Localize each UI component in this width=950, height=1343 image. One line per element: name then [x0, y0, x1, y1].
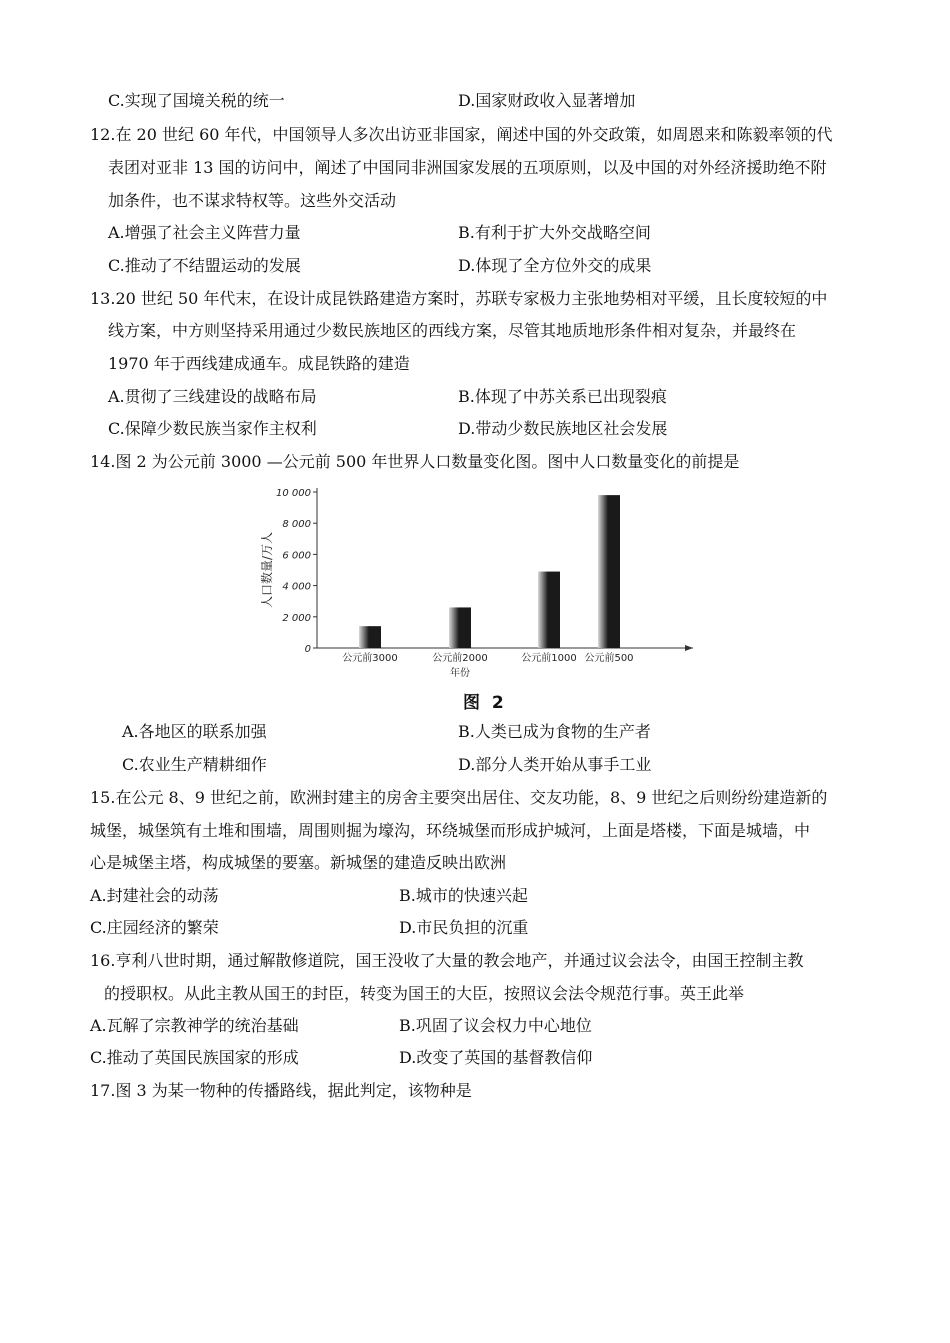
bar-3 — [538, 572, 560, 648]
q13-stem-line-1: 13.20 世纪 50 年代末，在设计成昆铁路建造方案时，苏联专家极力主张地势相对平缓，且长度较短的中 — [90, 289, 828, 308]
q11-option-c: C.实现了国境关税的统一 — [108, 91, 285, 110]
q15-option-a: A.封建社会的动荡 — [90, 886, 219, 905]
bar-2 — [449, 607, 471, 648]
q12-stem-line-3: 加条件，也不谋求特权等。这些外交活动 — [108, 191, 397, 210]
q13-stem-line-2: 线方案，中方则坚持采用通过少数民族地区的西线方案，尽管其地质地形条件相对复杂，并最终在 — [108, 321, 797, 340]
q12-option-d: D.体现了全方位外交的成果 — [458, 256, 652, 275]
x-axis-arrow-icon — [685, 645, 693, 651]
y-tick-label: 4 000 — [282, 581, 311, 593]
q16-stem-line-2: 的授职权。从此主教从国王的封臣，转变为国王的大臣，按照议会法令规范行事。英王此举 — [104, 984, 745, 1003]
q14-option-a: A.各地区的联系加强 — [122, 722, 267, 741]
q15-option-b: B.城市的快速兴起 — [399, 886, 528, 905]
y-tick-label: 2 000 — [282, 612, 311, 624]
x-tick-label: 公元前500 — [584, 653, 634, 664]
q16-option-a: A.瓦解了宗教神学的统治基础 — [90, 1016, 299, 1035]
x-tick-label: 公元前2000 — [432, 653, 488, 664]
q13-stem-line-3: 1970 年于西线建成通车。成昆铁路的建造 — [108, 354, 410, 373]
q14-option-c: C.农业生产精耕细作 — [122, 755, 267, 774]
population-bar-chart-svg — [255, 478, 695, 678]
q16-stem-line-1: 16.亨利八世时期，通过解散修道院，国王没收了大量的教会地产，并通过议会法令，由国王控制主教 — [90, 951, 804, 970]
y-tick-label: 8 000 — [282, 519, 311, 531]
bar-1 — [359, 626, 381, 648]
q15-option-c: C.庄园经济的繁荣 — [90, 918, 219, 937]
q15-stem-line-3: 心是城堡主塔，构成城堡的要塞。新城堡的建造反映出欧洲 — [90, 853, 507, 872]
q12-stem-line-2: 表团对亚非 13 国的访问中，阐述了中国同非洲国家发展的五项原则，以及中国的对外经济援助绝不附 — [108, 158, 827, 177]
q14-option-d: D.部分人类开始从事手工业 — [458, 755, 652, 774]
q12-option-b: B.有利于扩大外交战略空间 — [458, 223, 651, 242]
q13-option-a: A.贯彻了三线建设的战略布局 — [108, 387, 317, 406]
y-tick-label: 0 — [304, 644, 311, 655]
bar-4 — [598, 495, 620, 648]
q16-option-d: D.改变了英国的基督教信仰 — [399, 1048, 593, 1067]
population-bar-chart — [255, 478, 695, 710]
y-axis-label: 人口数量/万人 — [260, 531, 274, 609]
y-tick-label: 6 000 — [282, 550, 311, 562]
q13-option-b: B.体现了中苏关系已出现裂痕 — [458, 387, 667, 406]
q12-option-a: A.增强了社会主义阵营力量 — [108, 223, 301, 242]
x-axis-label: 年份 — [450, 668, 470, 678]
x-tick-label: 公元前3000 — [342, 653, 398, 664]
q13-option-c: C.保障少数民族当家作主权利 — [108, 419, 317, 438]
q15-stem-line-1: 15.在公元 8、9 世纪之前，欧洲封建主的房舍主要突出居住、交友功能，8、9 世纪之后则纷纷建造新的 — [90, 788, 828, 807]
q11-option-d: D.国家财政收入显著增加 — [458, 91, 636, 110]
q16-option-b: B.巩固了议会权力中心地位 — [399, 1016, 592, 1035]
figure-2-caption: 图 2 — [463, 693, 507, 713]
q13-option-d: D.带动少数民族地区社会发展 — [458, 419, 668, 438]
y-tick-label: 10 000 — [276, 488, 311, 499]
q15-stem-line-2: 城堡，城堡筑有土堆和围墙，周围则掘为壕沟，环绕城堡而形成护城河，上面是塔楼，下面是城墙，中 — [90, 821, 811, 840]
q15-option-d: D.市民负担的沉重 — [399, 918, 529, 937]
q17-stem-line-1: 17.图 3 为某一物种的传播路线，据此判定，该物种是 — [90, 1081, 472, 1100]
q16-option-c: C.推动了英国民族国家的形成 — [90, 1048, 299, 1067]
q12-option-c: C.推动了不结盟运动的发展 — [108, 256, 301, 275]
q14-option-b: B.人类已成为食物的生产者 — [458, 722, 651, 741]
x-tick-label: 公元前1000 — [521, 653, 577, 664]
q14-stem-line-1: 14.图 2 为公元前 3000 —公元前 500 年世界人口数量变化图。图中人口数量变化的前提是 — [90, 452, 740, 471]
q12-stem-line-1: 12.在 20 世纪 60 年代，中国领导人多次出访亚非国家，阐述中国的外交政策，如周恩来和陈毅率领的代 — [90, 125, 833, 144]
